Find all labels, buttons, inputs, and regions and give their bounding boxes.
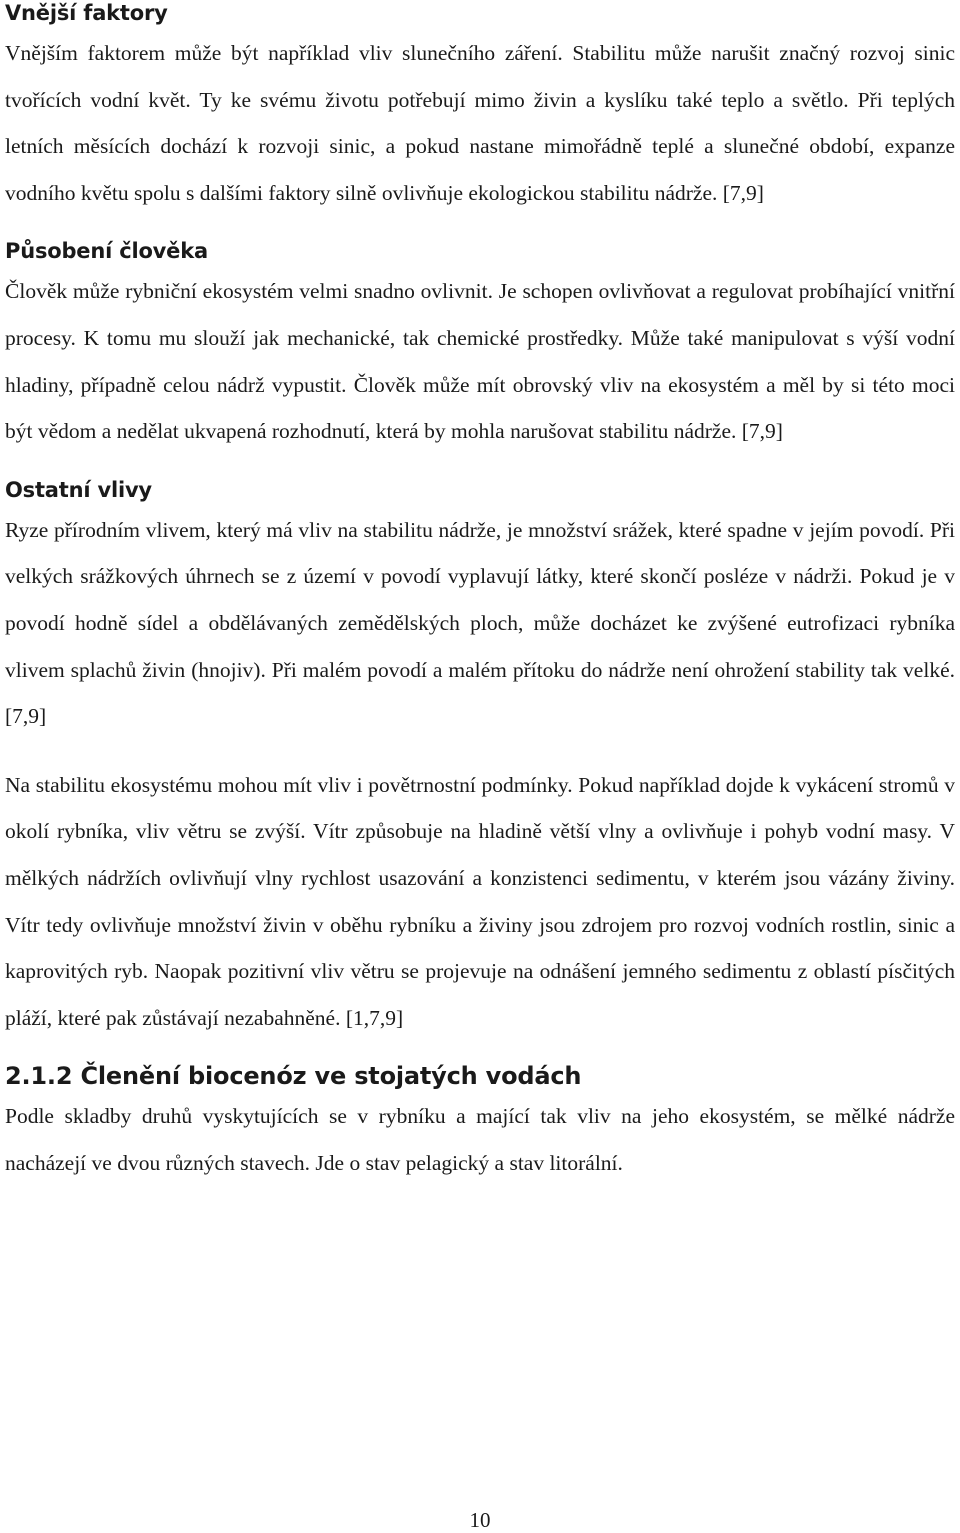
paragraph-vnejsi-faktory: Vnějším faktorem může být například vliv slunečního záření. Stabilitu může narušit značný rozvoj sinic tvořících vodní květ. Ty ke svému životu potřebují mimo živin a kyslíku také teplo a světlo. Při teplých letních měsících dochází k rozvoji sinic, a pokud nastane mimořádně teplé a slunečné období, expanze vodního květu spolu s dalšími faktory silně ovlivňuje ekologickou stabilitu nádrže. [7,9] [5,41,955,205]
heading-pusobeni-cloveka: Působení člověka [5,239,208,264]
paragraph-pusobeni-cloveka: Člověk může rybniční ekosystém velmi snadno ovlivnit. Je schopen ovlivňovat a regulovat probíhající vnitřní procesy. K tomu mu slouží jak mechanické, tak chemické prostředky. Může také manipulovat s výší vodní hladiny, případně celou nádrž vypustit. Člověk může mít obrovský vliv na ekosystém a měl by si této moci být vědom a nedělat ukvapená rozhodnutí, která by mohla narušovat stabilitu nádrže. [7,9] [5,279,955,444]
paragraph-ostatni-vlivy-2: Na stabilitu ekosystému mohou mít vliv i povětrnostní podmínky. Pokud například dojde k vykácení stromů v okolí rybníka, vliv větru se zvýší. Vítr způsobuje na hladině větší vlny a ovlivňuje i pohyb vodní masy. V mělkých nádržích ovlivňují vlny rychlost usazování a konzistenci sedimentu, v kterém jsou vázány živiny. Vítr tedy ovlivňuje množství živin v oběhu rybníku a živiny jsou zdrojem pro rozvoj vodních rostlin, sinic a kaprovitých ryb. Naopak pozitivní vliv větru se projevuje na odnášení jemného sedimentu z oblastí písčitých pláží, které pak zůstávají nezabahněné. [1,7,9] [5,772,955,1030]
heading-ostatni-vlivy: Ostatní vlivy [5,477,152,502]
paragraph-ostatni-vlivy-1: Ryze přírodním vlivem, který má vliv na stabilitu nádrže, je množství srážek, které spadne v jejím povodí. Při velkých srážkových úhrnech se z území v povodí vyplavují látky, které skončí posléze v nádrži. Pokud je v povodí hodně sídel a obdělávaných zemědělských ploch, může docházet ke zvýšené eutrofizaci rybníka vlivem splachů živin (hnojiv). Při malém povodí a malém přítoku do nádrže není ohrožení stability tak velké. [7,9] [5,517,955,729]
page-number: 10 [469,1508,491,1532]
heading-vnejsi-faktory: Vnější faktory [5,1,168,25]
document-page [5,0,955,1186]
paragraph-cleneni-biocenoz: Podle skladby druhů vyskytujících se v rybníku a mající tak vliv na jeho ekosystém, se mělké nádrže nacházejí ve dvou různých stavech. Jde o stav pelagický a stav litorální. [5,1104,955,1175]
heading-cleneni-biocenoz: 2.1.2 Členění biocenóz ve stojatých vodách [5,1062,582,1091]
